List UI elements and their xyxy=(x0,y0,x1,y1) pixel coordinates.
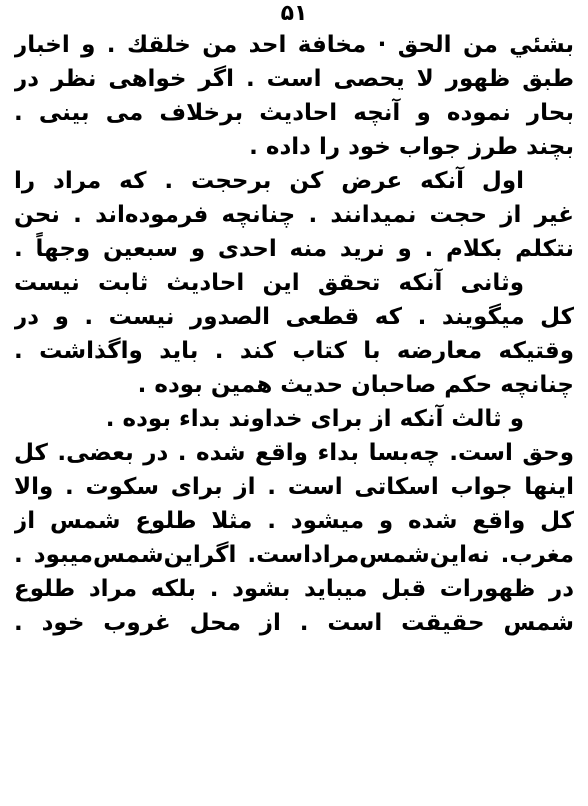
text-line: كل ميگويند . كه قطعى الصدور نيست . و در xyxy=(14,304,574,330)
text-line: طبق ظهور لا يحصى است . اگر خواهى نظر در xyxy=(14,66,574,92)
text-line: بحار نموده و آنچه احاديث برخلاف مى بينى . xyxy=(14,100,574,126)
text-line: در ظهورات قبل ميبايد بشود . بلكه مراد طلوع xyxy=(14,576,574,602)
text-line: مغرب. نه‌اين‌شمس‌مراداست. اگراين‌شمس‌ميبود . xyxy=(14,542,574,568)
text-line: اول آنكه عرض كن برحجت . كه مراد را xyxy=(14,168,524,194)
text-line: وثانى آنكه تحقق اين احاديث ثابت نيست xyxy=(14,270,524,296)
text-line: اينها جواب اسكاتى است . از براى سكوت . والا xyxy=(14,474,574,500)
text-line: بشئي من الحق · مخافة احد من خلقك . و اخبار xyxy=(14,32,574,58)
text-line: وقتيكه معارضه با كتاب كند . بايد واگذاشت . xyxy=(14,338,574,364)
text-line: شمس حقيقت است . از محل غروب خود . xyxy=(14,610,574,636)
text-line: وحق است. چه‌بسا بداء واقع شده . در بعضى. كل xyxy=(14,440,574,466)
text-line: چنانچه حكم صاحبان حديث همين بوده . xyxy=(137,372,574,398)
text-line: غير از حجت نميدانند . چنانچه فرموده‌اند . نحن xyxy=(14,202,574,228)
text-line: بچند طرز جواب خود را داده . xyxy=(249,134,574,160)
text-line: كل واقع شده و ميشود . مثلا طلوع شمس از xyxy=(14,508,574,534)
text-line: نتكلم بكلام . و نريد منه احدى و سبعين وجهاً . xyxy=(14,236,574,262)
body-text xyxy=(14,28,574,640)
page-number: ۵۱ xyxy=(280,1,308,26)
text-line: و ثالث آنكه از براى خداوند بداء بوده . xyxy=(105,406,524,432)
